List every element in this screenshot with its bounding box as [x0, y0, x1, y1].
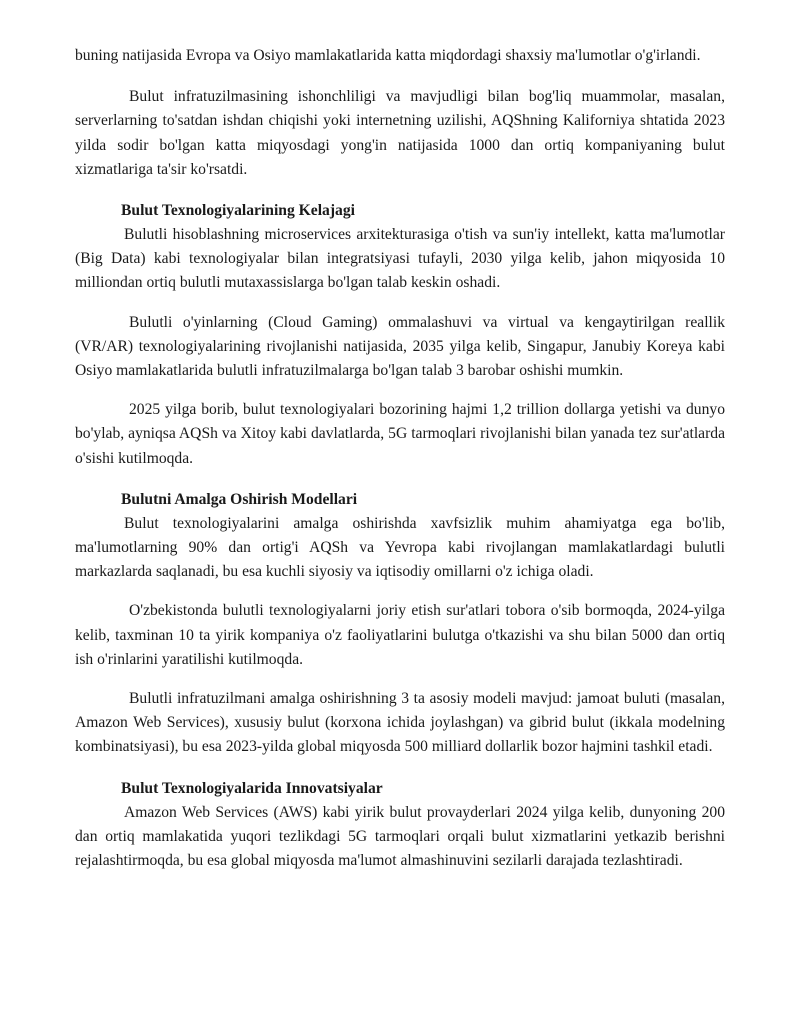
paragraph-uzbekistan: O'zbekistonda bulutli texnologiyalarni joriy etish sur'atlari tobora o'sib bormoqda, 2024-yilga kelib, taxminan 10 ta yirik kompaniya o'z faoliyatlarini bulutga o'tkazishi va shu bilan 5000 dan ortiq ish o'rinlarini yaratilishi kutilmoqda.: [75, 602, 725, 668]
paragraph-microservices: Bulutli hisoblashning microservices arxitekturasiga o'tish va sun'iy intellekt, katta ma'lumotlar (Big Data) kabi texnologiyalar bilan integratsiyasi tufayli, 2030 yilga kelib, jahon miqyosida 10 milliondan ortiq bulutli mutaxassislarga bo'lgan talab keskin oshadi.: [75, 226, 725, 292]
paragraph-market-size: 2025 yilga borib, bulut texnologiyalari bozorining hajmi 1,2 trillion dollarga yetishi va dunyo bo'ylab, ayniqsa AQSh va Xitoy kabi davlatlarda, 5G tarmoqlari rivojlanishi bilan yanada tez sur'atlarda o'sishi kutilmoqda.: [75, 401, 725, 467]
document-page: [75, 44, 725, 873]
paragraph-infrastructure-reliability: Bulut infratuzilmasining ishonchliligi va mavjudligi bilan bog'liq muammolar, masalan, serverlarning to'satdan ishdan chiqishi yoki internetning uzilishi, AQShning Kaliforniya shtatida 2023 yilda sodir bo'lgan katta miqyosdagi yong'in natijasida 1000 dan ortiq kompaniyaning bulut xizmatlariga ta'sir ko'rsatdi.: [75, 88, 725, 178]
paragraph-cloud-gaming: Bulutli o'yinlarning (Cloud Gaming) ommalashuvi va virtual va kengaytirilgan reallik (VR/AR) texnologiyalarining rivojlanishi natijasida, 2035 yilga kelib, Singapur, Janubiy Koreya kabi Osiyo mamlakatlarida bulutli infratuzilmalarga bo'lgan talab 3 barobar oshishi mumkin.: [75, 313, 725, 380]
section-heading-future: Bulut Texnologiyalarining Kelajagi: [121, 202, 355, 220]
paragraph-security: Bulut texnologiyalarini amalga oshirishda xavfsizlik muhim ahamiyatga ega bo'lib, ma'lumotlarning 90% dan ortig'i AQSh va Yevropa kabi rivojlangan mamlakatlardagi bulutli markazlarda saqlanadi, bu esa kuchli siyosiy va iqtisodiy omillarni o'z ichiga oladi.: [75, 514, 725, 581]
section-heading-models: Bulutni Amalga Oshirish Modellari: [121, 490, 358, 508]
paragraph-three-models: Bulutli infratuzilmani amalga oshirishning 3 ta asosiy modeli mavjud: jamoat buluti (masalan, Amazon Web Services), xususiy bulut (korxona ichida joylashgan) va gibrid bulut (ikkala modelning kombinatsiyasi), bu esa 2023-yilda global miqyosda 500 milliard dollarlik bozor hajmini tashkil etadi.: [75, 690, 725, 756]
paragraph-continuation: buning natijasida Evropa va Osiyo mamlakatlarida katta miqdordagi shaxsiy ma'lumotlar o'g'irlandi.: [75, 47, 701, 64]
section-heading-innovations: Bulut Texnologiyalarida Innovatsiyalar: [121, 779, 383, 797]
paragraph-aws: Amazon Web Services (AWS) kabi yirik bulut provayderlari 2024 yilga kelib, dunyoning 200 dan ortiq mamlakatida yuqori tezlikdagi 5G tarmoqlari orqali bulut xizmatlarini yetkazib berishni rejalashtirmoqda, bu esa global miqyosda ma'lumot almashinuvini sezilarli darajada tezlashtiradi.: [75, 803, 725, 870]
